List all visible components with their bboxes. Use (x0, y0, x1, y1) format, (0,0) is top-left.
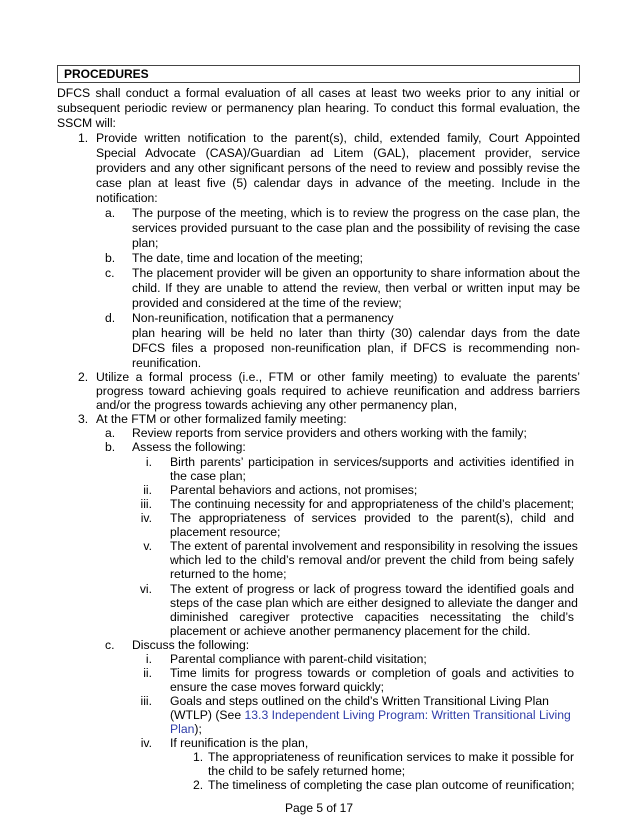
item2-line: progress toward achieving goals required to achieve reunification and address barriers (96, 384, 580, 398)
intro-line: SSCM will: (57, 116, 116, 130)
item1d-line: plan hearing will be held no later than thirty (30) calendar days from the date (132, 326, 580, 340)
item2-line: and/or the progress towards achieving any other permanency plan, (96, 398, 458, 412)
item3biv-line: placement resource; (170, 525, 281, 539)
item3bv-line: which led to the child’s removal and/or prevent the child from being safely (170, 553, 574, 567)
roman-numeral: vi. (139, 582, 152, 596)
wtlp-policy-link-cont[interactable]: Plan (170, 722, 195, 736)
item3bvi-line: The extent of progress or lack of progress toward the identified goals and (170, 582, 574, 596)
item3civ2-line: The timeliness of completing the case plan outcome of reunification; (208, 778, 575, 792)
list-number: 1. (78, 131, 89, 145)
page-number-footer: Page 5 of 17 (284, 801, 354, 815)
item3ci-line: Parental compliance with parent-child visitation; (170, 652, 427, 666)
item3civ1-line: The appropriateness of reunification services to make it possible for (208, 750, 574, 764)
item3civ-line: If reunification is the plan, (170, 736, 309, 750)
item3ciii-line2 (170, 708, 571, 723)
sub-number: 2. (193, 778, 204, 792)
item1c-line: child. If they are unable to attend the review, then verbal or written input may be (132, 281, 580, 295)
list-letter: b. (105, 251, 116, 265)
wtlp-policy-link[interactable]: 13.3 Independent Living Program: Written Transitional Living (244, 708, 571, 722)
item3cii-line: ensure the case moves forward quickly; (170, 680, 385, 694)
item3cii-line: Time limits for progress towards or completion of goals and activities to (170, 666, 574, 680)
roman-numeral: i. (145, 652, 152, 666)
item3bv-line: returned to the home; (170, 567, 287, 581)
list-letter: d. (105, 311, 116, 325)
item1-line: Special Advocate (CASA)/Guardian ad Litem (GAL), placement provider, service (96, 146, 580, 160)
item3ciii-line: Goals and steps outlined on the child’s Written Transitional Living Plan (170, 694, 549, 708)
wtlp-suffix: ); (194, 722, 202, 736)
section-header: PROCEDURES (64, 67, 149, 81)
roman-numeral: iii. (140, 694, 152, 708)
wtlp-prefix: (WTLP) (See (170, 708, 245, 722)
item3bii-line: Parental behaviors and actions, not promises; (170, 483, 418, 497)
list-letter: c. (105, 266, 115, 280)
item1a-line: services provided pursuant to the case plan and the possibility of revising the case (132, 221, 580, 235)
intro-line: subsequent periodic review or permanency plan hearing. To conduct this formal evaluation, the (57, 101, 580, 115)
item3bvi-line: placement or achieve another permanency placement for the child. (170, 624, 531, 638)
item1-line: Provide written notification to the parent(s), child, extended family, Court Appointed (96, 131, 580, 145)
item1d-line: DFCS files a proposed non-reunification plan, if DFCS is recommending non- (132, 341, 580, 355)
item1-line: providers and any other significant persons of the need to review and possibly revise the (96, 161, 580, 175)
roman-numeral: i. (145, 455, 152, 469)
list-letter: c. (105, 638, 115, 652)
list-letter: a. (105, 206, 116, 220)
list-number: 3. (78, 412, 89, 426)
item3ciii-line3 (170, 722, 202, 737)
item1-line: case plan at least five (5) calendar days in advance of the meeting. Include in the (96, 176, 580, 190)
item3a-line: Review reports from service providers and others working with the family; (132, 426, 527, 440)
item1a-line: plan; (132, 236, 159, 250)
item1c-line: The placement provider will be given an opportunity to share information about the (132, 266, 580, 280)
item3-line: At the FTM or other formalized family meeting: (96, 412, 347, 426)
item1-line: notification: (96, 191, 158, 205)
item3c-line: Discuss the following: (132, 638, 250, 652)
roman-numeral: iv. (140, 511, 152, 525)
item3civ1-line: the child to be safely returned home; (208, 764, 406, 778)
list-number: 2. (78, 370, 89, 384)
item1d-line: reunification. (132, 356, 202, 370)
procedures-header-box (57, 65, 580, 83)
item1d-line: Non-reunification, notification that a permanency (132, 311, 394, 325)
item1c-line: provided and considered at the time of the review; (132, 296, 402, 310)
item1a-line: The purpose of the meeting, which is to review the progress on the case plan, the (132, 206, 580, 220)
roman-numeral: iv. (140, 736, 152, 750)
item3biii-line: The continuing necessity for and appropriateness of the child’s placement; (170, 497, 574, 511)
item1b-line: The date, time and location of the meeting; (132, 251, 364, 265)
sub-number: 1. (193, 750, 204, 764)
item2-line: Utilize a formal process (i.e., FTM or other family meeting) to evaluate the parents’ (96, 370, 580, 384)
item3biv-line: The appropriateness of services provided to the parent(s), child and (170, 511, 574, 525)
list-letter: a. (105, 426, 116, 440)
roman-numeral: v. (143, 539, 152, 553)
item3bvi-line: diminished caregiver protective capacities necessitating the child’s (170, 610, 574, 624)
item3b-line: Assess the following: (132, 440, 246, 454)
roman-numeral: iii. (140, 497, 152, 511)
item3bv-line: The extent of parental involvement and responsibility in resolving the issues (170, 539, 578, 553)
item3bvi-line: steps of the case plan which are either designed to alleviate the danger and (170, 596, 578, 610)
roman-numeral: ii. (143, 666, 152, 680)
item3bi-line: the case plan; (170, 469, 246, 483)
list-letter: b. (105, 440, 116, 454)
roman-numeral: ii. (143, 483, 152, 497)
intro-line: DFCS shall conduct a formal evaluation of all cases at least two weeks prior to any initial or (57, 86, 580, 100)
item3bi-line: Birth parents’ participation in services/supports and activities identified in (170, 455, 574, 469)
